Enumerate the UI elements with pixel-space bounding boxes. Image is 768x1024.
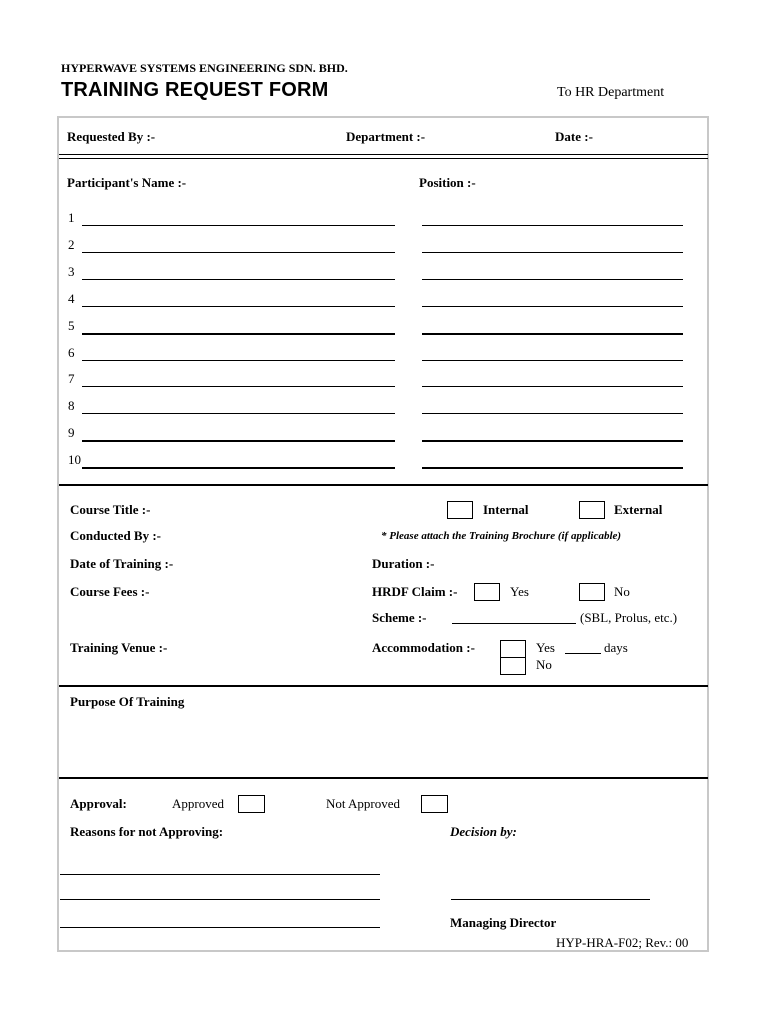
participant-position-field[interactable] (422, 467, 683, 469)
hrdf-no-label: No (614, 584, 630, 599)
managing-director-label: Managing Director (450, 915, 557, 930)
participant-row-number: 7 (68, 371, 75, 386)
approved-label: Approved (172, 796, 224, 811)
participant-row-number: 3 (68, 264, 75, 279)
hrdf-no-checkbox[interactable] (579, 583, 605, 601)
scheme-hint: (SBL, Prolus, etc.) (580, 610, 678, 625)
participant-name-field[interactable] (82, 333, 395, 335)
participant-row-number: 8 (68, 398, 75, 413)
accommodation-yes-label: Yes (536, 640, 555, 655)
participant-position-field[interactable] (422, 413, 683, 414)
participant-name-field[interactable] (82, 413, 395, 414)
section-divider (59, 484, 708, 486)
external-checkbox[interactable] (579, 501, 605, 519)
hrdf-claim-label: HRDF Claim :- (372, 584, 458, 599)
reason-line[interactable] (60, 899, 380, 900)
department-label: Department :- (346, 129, 426, 144)
purpose-label: Purpose Of Training (70, 694, 185, 709)
training-venue-label: Training Venue :- (70, 640, 168, 655)
participant-position-field[interactable] (422, 252, 683, 253)
participant-position-field[interactable] (422, 306, 683, 307)
approved-checkbox[interactable] (238, 795, 265, 813)
not-approved-checkbox[interactable] (421, 795, 448, 813)
section-divider (59, 154, 708, 155)
participant-row-number: 6 (68, 345, 75, 360)
section-divider (59, 158, 708, 159)
participant-row-number: 10 (68, 452, 81, 467)
company-name: HYPERWAVE SYSTEMS ENGINEERING SDN. BHD. (61, 61, 348, 75)
participant-name-field[interactable] (82, 252, 395, 253)
form-title: TRAINING REQUEST FORM (61, 79, 329, 101)
accommodation-no-checkbox[interactable] (500, 657, 526, 675)
hrdf-yes-label: Yes (510, 584, 529, 599)
participant-row-number: 9 (68, 425, 75, 440)
accommodation-no-label: No (536, 657, 552, 672)
participant-name-field[interactable] (82, 440, 395, 442)
position-label: Position :- (419, 175, 476, 190)
reason-line[interactable] (60, 927, 380, 928)
participant-position-field[interactable] (422, 360, 683, 361)
participant-position-field[interactable] (422, 440, 683, 442)
date-label: Date :- (555, 129, 593, 144)
accommodation-label: Accommodation :- (372, 640, 475, 655)
scheme-label: Scheme :- (372, 610, 427, 625)
hrdf-yes-checkbox[interactable] (474, 583, 500, 601)
accommodation-yes-checkbox[interactable] (500, 640, 526, 658)
date-of-training-label: Date of Training :- (70, 556, 174, 571)
section-divider (59, 777, 708, 779)
participant-name-field[interactable] (82, 467, 395, 469)
requested-by-label: Requested By :- (67, 129, 156, 144)
signature-line[interactable] (451, 899, 650, 900)
participant-row-number: 2 (68, 237, 75, 252)
internal-label: Internal (483, 502, 529, 517)
participant-name-field[interactable] (82, 306, 395, 307)
participant-position-field[interactable] (422, 225, 683, 226)
external-label: External (614, 502, 663, 517)
recipient-label: To HR Department (557, 85, 665, 100)
approval-label: Approval: (70, 796, 127, 811)
scheme-field[interactable] (452, 623, 576, 624)
accommodation-days-field[interactable] (565, 653, 601, 654)
participant-position-field[interactable] (422, 333, 683, 335)
participant-name-label: Participant's Name :- (67, 175, 187, 190)
duration-label: Duration :- (372, 556, 435, 571)
participant-row-number: 4 (68, 291, 75, 306)
days-label: days (604, 640, 628, 655)
participant-row-number: 1 (68, 210, 75, 225)
decision-by-label: Decision by: (450, 824, 517, 839)
participant-name-field[interactable] (82, 225, 395, 226)
participant-name-field[interactable] (82, 386, 395, 387)
brochure-note: * Please attach the Training Brochure (if applicable) (381, 530, 622, 542)
reasons-label: Reasons for not Approving: (70, 824, 224, 839)
section-divider (59, 685, 708, 687)
participant-position-field[interactable] (422, 386, 683, 387)
participant-position-field[interactable] (422, 279, 683, 280)
document-code: HYP-HRA-F02; Rev.: 00 (556, 935, 689, 950)
course-title-label: Course Title :- (70, 502, 151, 517)
course-fees-label: Course Fees :- (70, 584, 150, 599)
conducted-by-label: Conducted By :- (70, 528, 162, 543)
not-approved-label: Not Approved (326, 796, 401, 811)
participant-name-field[interactable] (82, 360, 395, 361)
reason-line[interactable] (60, 874, 380, 875)
participant-row-number: 5 (68, 318, 75, 333)
participant-name-field[interactable] (82, 279, 395, 280)
internal-checkbox[interactable] (447, 501, 473, 519)
